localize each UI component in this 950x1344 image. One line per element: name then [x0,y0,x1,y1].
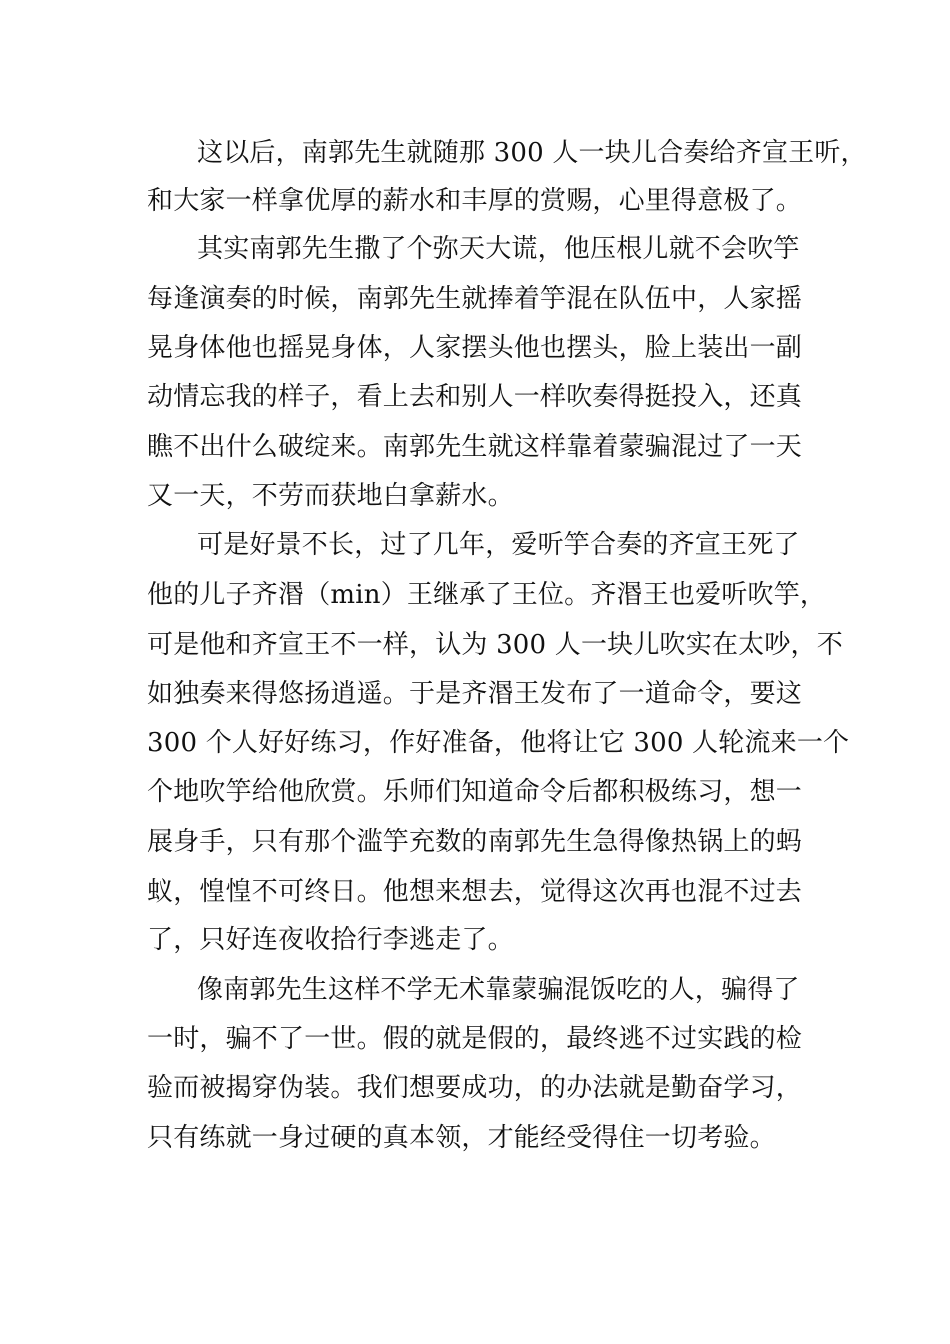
text-line-14: 个地吹竽给他欣赏。乐师们知道命令后都积极练习，想一 [147,777,803,807]
text-line-6: 动情忘我的样子，看上去和别人一样吹奏得挺投入，还真 [147,382,803,412]
text-line-21: 只有练就一身过硬的真本领，才能经受得住一切考验。 [147,1123,776,1153]
text-line-1: 这以后，南郭先生就随那 300 人一块儿合奏给齐宣王听， [197,138,867,168]
text-line-9: 可是好景不长，过了几年，爱听竽合奏的齐宣王死了 [197,530,800,560]
text-line-4: 每逢演奏的时候，南郭先生就捧着竽混在队伍中，人家摇 [147,284,803,314]
text-line-11: 可是他和齐宣王不一样，认为 300 人一块儿吹实在太吵，不 [147,630,843,660]
text-line-7: 瞧不出什么破绽来。南郭先生就这样靠着蒙骗混过了一天 [147,432,803,462]
text-line-20: 验而被揭穿伪装。我们想要成功，的办法就是勤奋学习， [147,1073,803,1103]
text-line-12: 如独奏来得悠扬逍遥。于是齐湣王发布了一道命令，要这 [147,679,803,709]
text-line-13: 300 个人好好练习，作好准备，他将让它 300 人轮流来一个 [147,728,850,758]
text-line-17: 了，只好连夜收拾行李逃走了。 [147,925,514,955]
text-line-18: 像南郭先生这样不学无术靠蒙骗混饭吃的人，骗得了 [197,975,800,1005]
text-line-19: 一时，骗不了一世。假的就是假的，最终逃不过实践的检 [147,1024,803,1054]
text-line-3: 其实南郭先生撒了个弥天大谎，他压根儿就不会吹竽 [197,234,800,264]
text-line-10: 他的儿子齐湣（min）王继承了王位。齐湣王也爱听吹竽， [147,580,827,610]
text-line-15: 展身手，只有那个滥竽充数的南郭先生急得像热锅上的蚂 [147,827,803,857]
text-line-16: 蚁，惶惶不可终日。他想来想去，觉得这次再也混不过去 [147,877,803,907]
text-line-2: 和大家一样拿优厚的薪水和丰厚的赏赐，心里得意极了。 [147,186,803,216]
text-line-5: 晃身体他也摇晃身体，人家摆头他也摆头，脸上装出一副 [147,333,803,363]
text-line-8: 又一天，不劳而获地白拿薪水。 [147,481,514,511]
